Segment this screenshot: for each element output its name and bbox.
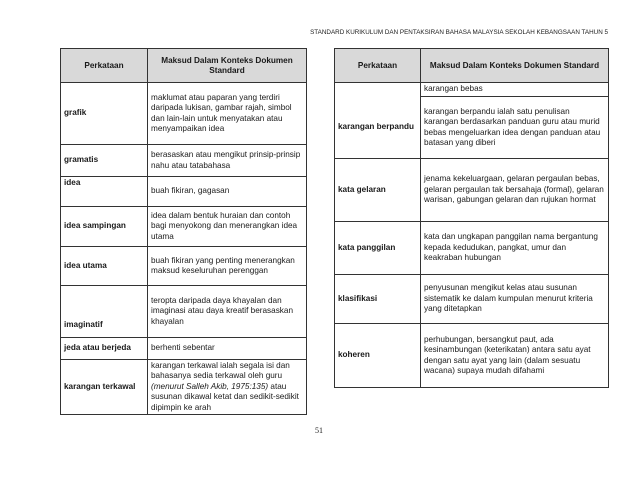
citation-text: (menurut Salleh Akib, 1975:135) xyxy=(151,381,269,391)
glossary-table-right xyxy=(334,48,609,388)
meaning-cell xyxy=(148,360,307,415)
table-row xyxy=(61,177,307,207)
term-cell: idea sampingan xyxy=(61,207,148,247)
table-row xyxy=(335,159,609,222)
table-row xyxy=(61,360,307,415)
meaning-text: karangan terkawal ialah segala isi dan bahasanya sedia terkawal oleh guru xyxy=(151,361,290,381)
table-row xyxy=(61,83,307,145)
term-cell: karangan berpandu xyxy=(335,97,421,159)
column-header-meaning: Maksud Dalam Konteks Dokumen Standard xyxy=(421,49,609,83)
meaning-cell: buah fikiran, gagasan xyxy=(148,177,307,207)
table-row xyxy=(61,145,307,177)
term-cell: klasifikasi xyxy=(335,275,421,324)
running-header: STANDARD KURIKULUM DAN PENTAKSIRAN BAHASA MALAYSIA SEKOLAH KEBANGSAAN TAHUN 5 xyxy=(310,29,608,36)
glossary-table-left xyxy=(60,48,307,415)
meaning-cell: jenama kekeluargaan, gelaran pergaulan bebas, gelaran pergaulan tak bersahaja (formal), gelaran warisan, gabungan gelaran dan rujukan hormat xyxy=(421,159,609,222)
column-header-term: Perkataan xyxy=(335,49,421,83)
term-cell: gramatis xyxy=(61,145,148,177)
meaning-cell: berasaskan atau mengikut prinsip-prinsip nahu atau tatabahasa xyxy=(148,145,307,177)
meaning-cell: berhenti sebentar xyxy=(148,338,307,360)
table-row xyxy=(335,222,609,275)
meaning-cell: maklumat atau paparan yang terdiri daripada lukisan, gambar rajah, simbol dan lain-lain untuk menyatakan atau menyampaikan idea xyxy=(148,83,307,145)
meaning-cell: idea dalam bentuk huraian dan contoh bagi menyokong dan menerangkan idea utama xyxy=(148,207,307,247)
table-row xyxy=(335,83,609,97)
term-cell-empty xyxy=(335,83,421,97)
table-header-row xyxy=(61,49,307,83)
page-number: 51 xyxy=(315,426,323,435)
table-header-row xyxy=(335,49,609,83)
meaning-cell: buah fikiran yang penting menerangkan maksud keseluruhan perenggan xyxy=(148,247,307,286)
term-cell: kata panggilan xyxy=(335,222,421,275)
meaning-cell: karangan berpandu ialah satu penulisan karangan berdasarkan panduan guru atau murid bebas mengeluarkan idea dengan panduan atau batasan yang diberi xyxy=(421,97,609,159)
term-cell: idea utama xyxy=(61,247,148,286)
term-cell: jeda atau berjeda xyxy=(61,338,148,360)
table-row xyxy=(61,338,307,360)
column-header-meaning: Maksud Dalam Konteks Dokumen Standard xyxy=(148,49,307,83)
term-cell: idea xyxy=(61,177,148,207)
table-row xyxy=(61,247,307,286)
meaning-cell-continued: karangan bebas xyxy=(421,83,609,97)
table-row xyxy=(61,207,307,247)
column-header-term: Perkataan xyxy=(61,49,148,83)
meaning-text: atau susunan dikawal ketat dan sedikit-sedikit dipimpin ke arah xyxy=(151,381,299,412)
term-cell: imaginatif xyxy=(61,286,148,338)
meaning-cell: perhubungan, bersangkut paut, ada kesinambungan (keterikatan) antara satu ayat dengan satu ayat yang lain (dalam sesuatu wacana) supaya mudah difahami xyxy=(421,324,609,388)
term-cell: kata gelaran xyxy=(335,159,421,222)
term-cell: karangan terkawal xyxy=(61,360,148,415)
term-cell: koheren xyxy=(335,324,421,388)
meaning-cell: kata dan ungkapan panggilan nama bergantung kepada kedudukan, pangkat, umur dan keakraban hubungan xyxy=(421,222,609,275)
table-row xyxy=(61,286,307,338)
meaning-cell: teropta daripada daya khayalan dan imaginasi atau daya kreatif berasaskan khayalan xyxy=(148,286,307,338)
term-cell: grafik xyxy=(61,83,148,145)
table-row xyxy=(335,275,609,324)
table-row xyxy=(335,324,609,388)
meaning-cell: penyusunan mengikut kelas atau susunan sistematik ke dalam kumpulan menurut kriteria yang ditetapkan xyxy=(421,275,609,324)
table-row xyxy=(335,97,609,159)
